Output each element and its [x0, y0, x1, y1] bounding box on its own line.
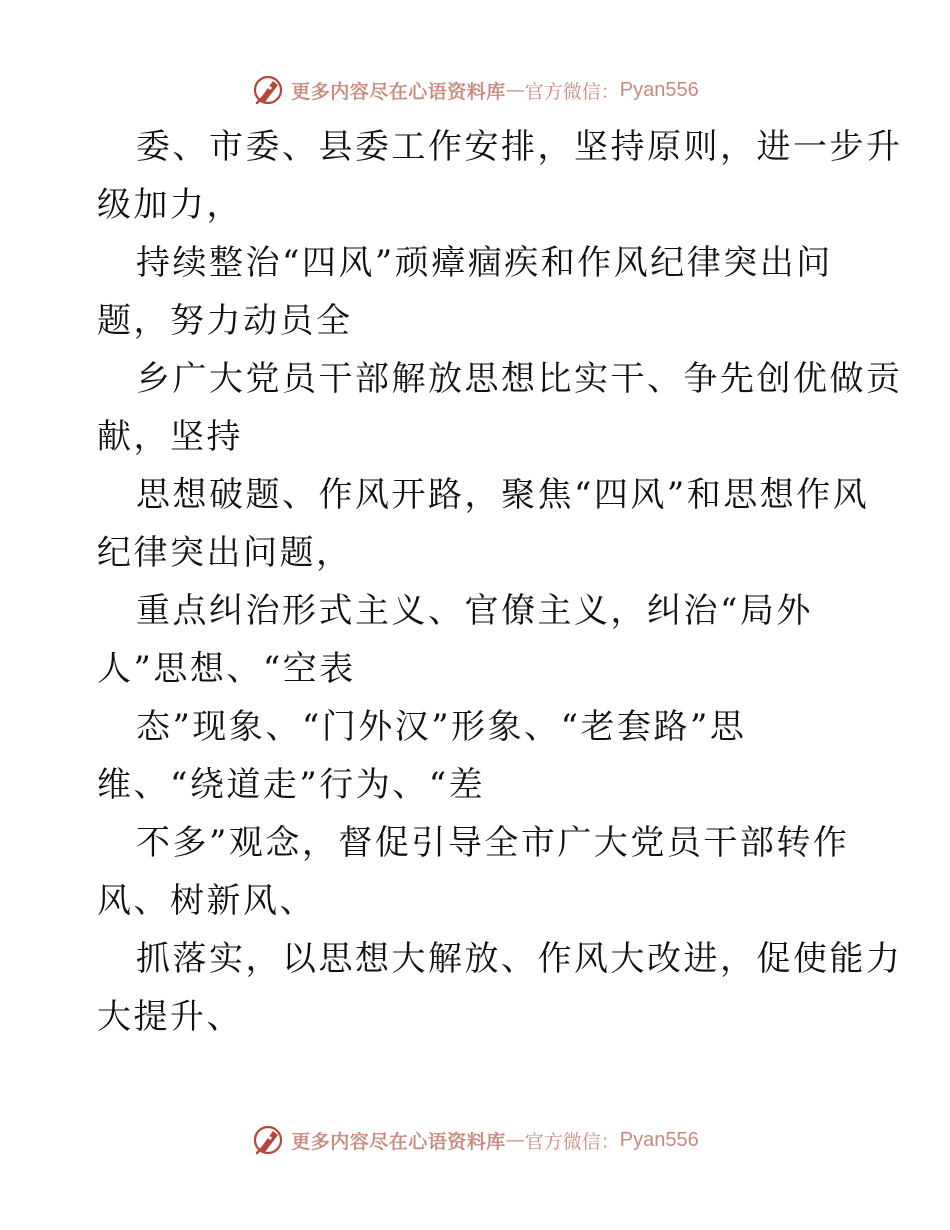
text-line: 维、“绕道走”行为、“差	[97, 765, 486, 805]
text-line: 献，坚持	[97, 417, 243, 457]
text-line: 大提升、	[97, 997, 243, 1037]
watermark-dash: —	[505, 79, 525, 101]
text-line: 风、树新风、	[97, 881, 316, 921]
footer-watermark	[0, 1120, 950, 1160]
text-line: 态”现象、“门外汉”形象、“老套路”思	[136, 707, 747, 747]
text-line: 乡广大党员干部解放思想比实干、争先创优做贡	[136, 359, 903, 399]
text-line: 委、市委、县委工作安排，坚持原则，进一步升	[136, 127, 903, 167]
pen-nib-logo-icon	[251, 1123, 285, 1157]
text-line: 纪律突出问题，	[97, 533, 353, 573]
watermark-brand-text: 更多内容尽在心语资料库	[291, 1130, 506, 1153]
watermark-wechat-id: Pyan556	[619, 78, 699, 101]
watermark-wechat-label: 官方微信：	[524, 80, 620, 103]
text-line: 持续整治“四风”顽瘴痼疾和作风纪律突出问	[136, 243, 833, 283]
watermark-brand-text: 更多内容尽在心语资料库	[291, 80, 506, 103]
text-line: 题，努力动员全	[97, 301, 353, 341]
text-line: 级加力，	[97, 185, 243, 225]
pen-nib-logo-icon	[251, 73, 285, 107]
text-line: 抓落实，以思想大解放、作风大改进，促使能力	[136, 939, 903, 979]
text-line: 不多”观念，督促引导全市广大党员干部转作	[136, 823, 850, 863]
watermark-dash: —	[505, 1129, 525, 1151]
watermark-wechat-id: Pyan556	[619, 1128, 699, 1151]
text-line: 人”思想、“空表	[97, 649, 356, 689]
watermark-wechat-label: 官方微信：	[524, 1130, 620, 1153]
text-line: 思想破题、作风开路，聚焦“四风”和思想作风	[136, 475, 870, 515]
document-body	[0, 118, 950, 1046]
header-watermark	[0, 70, 950, 110]
text-line: 重点纠治形式主义、官僚主义，纠治“局外	[136, 591, 813, 631]
